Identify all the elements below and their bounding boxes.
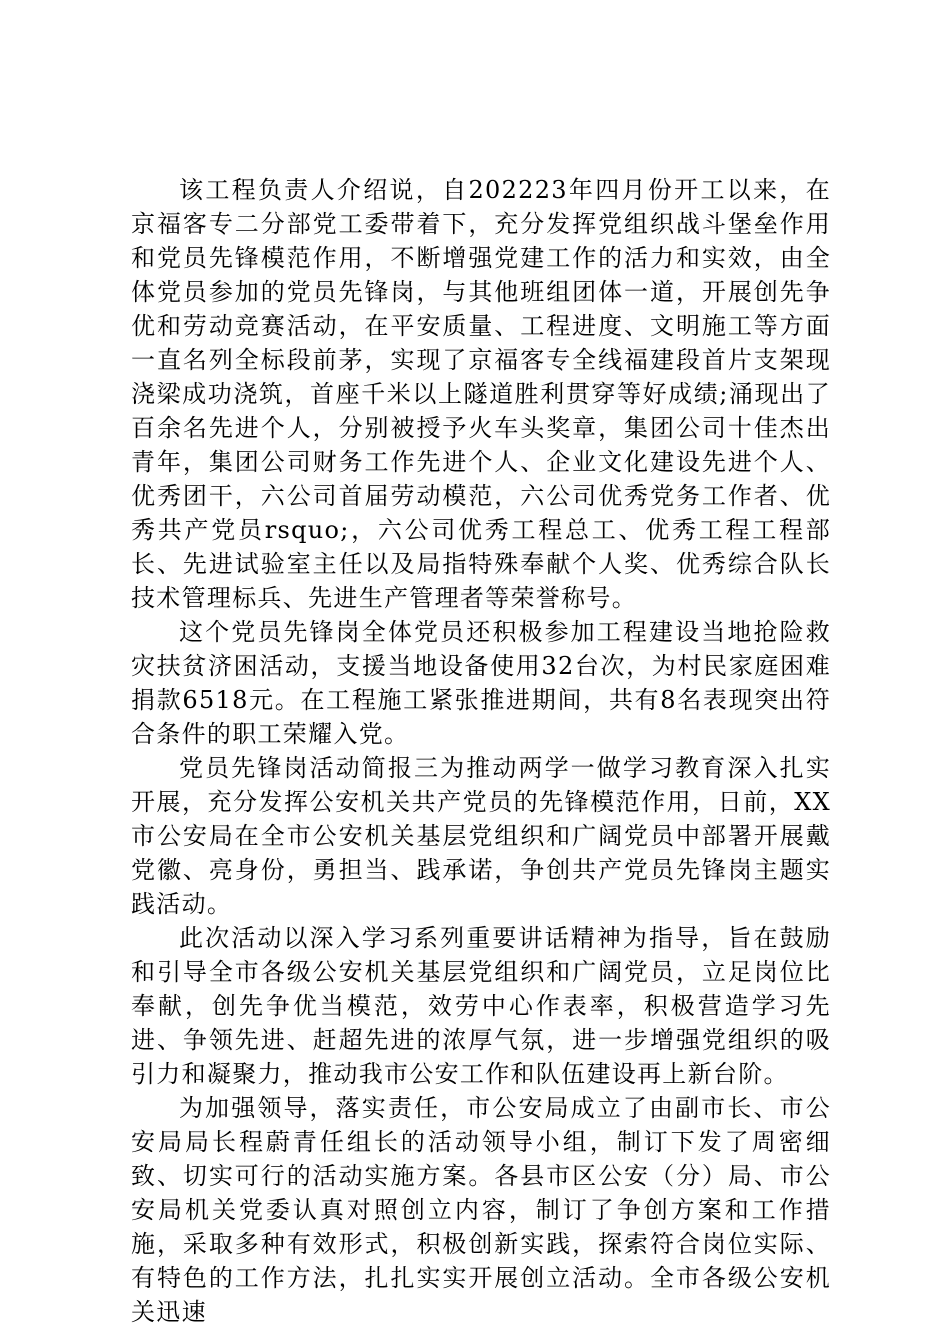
paragraph-5: 为加强领导，落实责任，市公安局成立了由副市长、市公安局局长程蔚青任组长的活动领导小组，制订下发了周密细致、切实可行的活动实施方案。各县市区公安（分）局、市公安局机关党委认真对照创立内容，制订了争创方案和工作措施，采取多种有效形式，积极创新实践，探索符合岗位实际、有特色的工作方法，扎扎实实开展创立活动。全市各级公安机关迅速: [131, 1094, 831, 1326]
document-body: [131, 173, 831, 1329]
paragraph-4: 此次活动以深入学习系列重要讲话精神为指导，旨在鼓励和引导全市各级公安机关基层党组织和广阔党员，立足岗位比奉献，创先争优当模范，效劳中心作表率，积极营造学习先进、争领先进、赶超先进的浓厚气氛，进一步增强党组织的吸引力和凝聚力，推动我市公安工作和队伍建设再上新台阶。: [131, 924, 831, 1088]
paragraph-1: 该工程负责人介绍说，自202223年四月份开工以来，在京福客专二分部党工委带着下，充分发挥党组织战斗堡垒作用和党员先锋模范作用，不断增强党建工作的活力和实效，由全体党员参加的党员先锋岗，与其他班组团体一道，开展创先争优和劳动竞赛活动，在平安质量、工程进度、文明施工等方面一直名列全标段前茅，实现了京福客专全线福建段首片支架现浇梁成功浇筑，首座千米以上隧道胜利贯穿等好成绩;涌现出了百余名先进个人，分别被授予火车头奖章，集团公司十佳杰出青年，集团公司财务工作先进个人、企业文化建设先进个人、优秀团干，六公司首届劳动模范，六公司优秀党务工作者、优秀共产党员rsquo;，六公司优秀工程总工、优秀工程工程部长、先进试验室主任以及局指特殊奉献个人奖、优秀综合队长技术管理标兵、先进生产管理者等荣誉称号。: [131, 176, 831, 612]
paragraph-3: 党员先锋岗活动简报三为推动两学一做学习教育深入扎实开展，充分发挥公安机关共产党员的先锋模范作用，日前，XX市公安局在全市公安机关基层党组织和广阔党员中部署开展戴党徽、亮身份，勇担当、践承诺，争创共产党员先锋岗主题实践活动。: [131, 754, 831, 918]
paragraph-2: 这个党员先锋岗全体党员还积极参加工程建设当地抢险救灾扶贫济困活动，支援当地设备使用32台次，为村民家庭困难捐款6518元。在工程施工紧张推进期间，共有8名表现突出符合条件的职工荣耀入党。: [131, 618, 831, 748]
